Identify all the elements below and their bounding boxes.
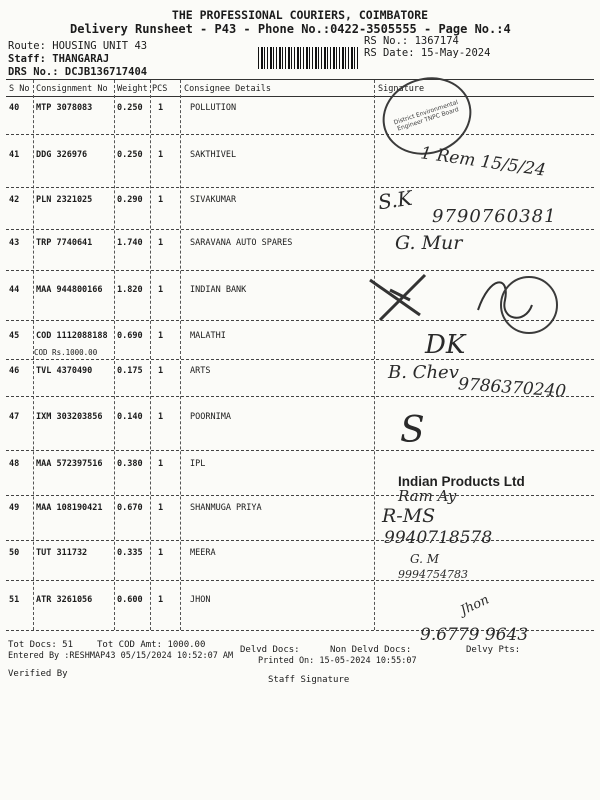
row-pcs: 1 [158, 595, 164, 605]
row-consignee: ARTS [190, 366, 211, 376]
row-sno: 51 [9, 595, 20, 605]
row-consignee: INDIAN BANK [190, 285, 247, 295]
handwritten-signature: 1 Rem 15/5/24 [419, 143, 547, 181]
rs-no-label: RS No.: [364, 35, 409, 47]
row-pcs: 1 [158, 331, 164, 341]
row-weight: 0.335 [117, 548, 143, 558]
col-header-signature: Signature [378, 84, 425, 94]
handwritten-signature: G. M [410, 552, 440, 566]
row-sno: 44 [9, 285, 20, 295]
row-consignment: COD 1112088188 [36, 331, 108, 341]
signature-scribble [360, 270, 440, 330]
handwritten-phone: 9.6779 9643 [420, 625, 529, 645]
col-header-consignee: Consignee Details [184, 84, 271, 94]
col-sep [180, 80, 181, 630]
col-header-weight: Weight [117, 84, 148, 94]
row-sno: 50 [9, 548, 20, 558]
row-consignee: MEERA [190, 548, 216, 558]
row-weight: 0.175 [117, 366, 143, 376]
delivered-docs: Delvd Docs: [240, 645, 300, 655]
col-header-sno: S No [9, 84, 30, 94]
row-divider [6, 229, 594, 230]
row-divider [6, 580, 594, 581]
non-delivered-docs: Non Delvd Docs: [330, 645, 412, 655]
drs-line [8, 66, 147, 78]
row-weight: 0.140 [117, 412, 143, 422]
col-sep [150, 80, 151, 630]
row-consignment: TRP 7740641 [36, 238, 93, 248]
barcode [258, 47, 360, 69]
row-sno: 41 [9, 150, 20, 160]
handwritten-phone: 9994754783 [398, 568, 468, 581]
row-sno: 40 [9, 103, 20, 113]
col-header-consignment: Consignment No [36, 84, 108, 94]
row-pcs: 1 [158, 366, 164, 376]
company-title: THE PROFESSIONAL COURIERS, COIMBATORE [171, 8, 429, 22]
col-sep [114, 80, 115, 630]
row-sno: 43 [9, 238, 20, 248]
row-consignee: POLLUTION [190, 103, 237, 113]
row-consignment: MAA 108190421 [36, 503, 103, 513]
row-weight: 0.290 [117, 195, 143, 205]
row-sno: 42 [9, 195, 20, 205]
rs-no-line [364, 35, 459, 47]
row-divider [6, 187, 594, 188]
handwritten-phone: 9940718578 [384, 528, 493, 548]
total-docs: Tot Docs: 51 [8, 640, 74, 650]
row-sno: 46 [9, 366, 20, 376]
row-weight: 0.690 [117, 331, 143, 341]
row-pcs: 1 [158, 459, 164, 469]
runsheet-title: Delivery Runsheet - P43 - Phone No.:0422-3505555 - Page No.:4 [70, 22, 511, 36]
handwritten-signature: S [400, 410, 425, 451]
row-pcs: 1 [158, 412, 164, 422]
staff-label: Staff: [8, 53, 46, 65]
col-header-pcs: PCS [152, 84, 168, 94]
row-consignment: ATR 3261056 [36, 595, 93, 605]
handwritten-signature: DK [425, 330, 466, 360]
printed-on: Printed On: 15-05-2024 10:55:07 [258, 656, 417, 666]
drs-value: DCJB136717404 [64, 66, 148, 78]
row-consignment: TVL 4370490 [36, 366, 93, 376]
row-divider [6, 134, 594, 135]
route-label: Route: [8, 40, 46, 52]
row-weight: 0.670 [117, 503, 143, 513]
row-weight: 0.380 [117, 459, 143, 469]
row-weight: 1.740 [117, 238, 143, 248]
rs-no-value: 1367174 [414, 35, 459, 47]
row-weight: 1.820 [117, 285, 143, 295]
handwritten-signature: Jhon [458, 592, 492, 619]
rs-date-line [364, 47, 490, 59]
delivery-points: Delvy Pts: [466, 645, 521, 655]
row-consignment: MTP 3078083 [36, 103, 93, 113]
row-consignee: SHANMUGA PRIYA [190, 503, 262, 513]
row-sno: 49 [9, 503, 20, 513]
row-consignee: MALATHI [190, 331, 226, 341]
drs-label: DRS No.: [8, 66, 59, 78]
row-divider [6, 450, 594, 451]
handwritten-phone: 9790760381 [432, 206, 557, 227]
route-line [8, 40, 147, 52]
verified-by-label: Verified By [8, 669, 68, 679]
row-pcs: 1 [158, 150, 164, 160]
total-cod-amount: Tot COD Amt: 1000.00 [97, 640, 206, 650]
row-consignee: SAKTHIVEL [190, 150, 237, 160]
col-sep [374, 80, 375, 630]
handwritten-signature: Ram Ay [398, 487, 457, 505]
row-consignee: SIVAKUMAR [190, 195, 237, 205]
row-weight: 0.250 [117, 150, 143, 160]
table-top-border [6, 79, 594, 80]
bank-stamp-icon [500, 276, 558, 334]
row-consignment: MAA 944800166 [36, 285, 103, 295]
row-consignment: DDG 326976 [36, 150, 88, 160]
row-consignee: IPL [190, 459, 206, 469]
entered-by: Entered By :RESHMAP43 05/15/2024 10:52:07 AM [8, 651, 234, 661]
row-cod-amount: COD Rs.1000.00 [34, 348, 98, 357]
staff-value: THANGARAJ [52, 53, 110, 65]
stamp-text: District Environmental Engineer TNPC Board [392, 98, 460, 133]
table-header-border [6, 96, 594, 97]
rs-date-value: 15-May-2024 [420, 47, 491, 59]
handwritten-phone: 9786370240 [457, 374, 567, 402]
row-pcs: 1 [158, 285, 164, 295]
row-consignment: TUT 311732 [36, 548, 88, 558]
row-consignee: SARAVANA AUTO SPARES [190, 238, 293, 248]
handwritten-signature: B. Chev [388, 362, 459, 383]
row-consignment: PLN 2321025 [36, 195, 93, 205]
row-pcs: 1 [158, 195, 164, 205]
row-consignee: POORNIMA [190, 412, 231, 422]
row-divider [6, 359, 594, 360]
row-pcs: 1 [158, 103, 164, 113]
route-value: HOUSING UNIT 43 [52, 40, 148, 52]
row-sno: 45 [9, 331, 20, 341]
staff-line [8, 53, 109, 65]
rs-date-label: RS Date: [364, 47, 415, 59]
row-sno: 47 [9, 412, 20, 422]
handwritten-signature: S.K [376, 185, 414, 215]
company-stamp: Indian Products Ltd [398, 474, 525, 489]
row-pcs: 1 [158, 548, 164, 558]
row-consignment: IXM 303203856 [36, 412, 103, 422]
staff-signature-label: Staff Signature [268, 675, 350, 685]
row-divider [6, 495, 594, 496]
handwritten-signature: R-MS [382, 505, 436, 527]
row-weight: 0.600 [117, 595, 143, 605]
handwritten-signature: G. Mur [395, 232, 463, 254]
row-pcs: 1 [158, 503, 164, 513]
row-sno: 48 [9, 459, 20, 469]
row-weight: 0.250 [117, 103, 143, 113]
row-consignee: JHON [190, 595, 211, 605]
row-divider [6, 540, 594, 541]
row-consignment: MAA 572397516 [36, 459, 103, 469]
row-pcs: 1 [158, 238, 164, 248]
